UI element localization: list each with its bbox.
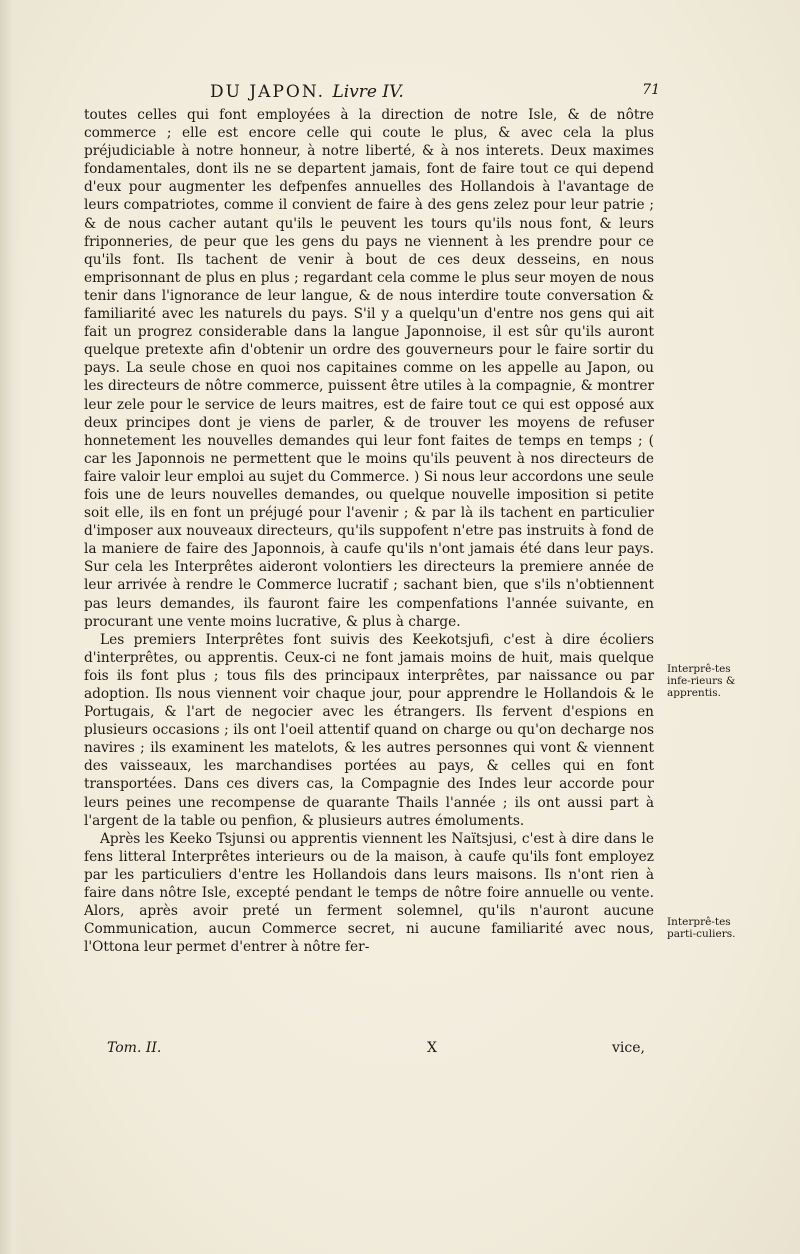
volume-signature: Tom. II. — [107, 1040, 162, 1056]
paragraph-1: toutes celles qui font employées à la direction de notre Isle, & de nôtre commerce ; elle est encore celle qui coute le plus, & avec cela la plus préjudiciable à notre honneur, à notre liberté, & à nos interets. Deux maximes fondamentales, dont ils ne se departent jamais, font de faire tout ce qui depend d'eux pour augmenter les defpenfes annuelles des Hollandois à l'avantage de leurs compatriotes, comme il convient de faire à des gens zelez pour leur patrie ; & de nous cacher autant qu'ils le peuvent les tours qu'ils nous font, & leurs friponneries, de peur que les gens du pays ne viennent à les prendre pour ce qu'ils font. Ils tachent de venir à bout de ces deux desseins, en nous emprisonnant de plus en plus ; regardant cela comme le plus seur moyen de nous tenir dans l'ignorance de leur langue, & de nous interdire toute conversation & familiarité avec les naturels du pays. S'il y a quelqu'un d'entre nos gens qui ait fait un progrez considerable dans la langue Japonnoise, il est sûr qu'ils auront quelque pretexte afin d'obtenir un ordre des gouverneurs pour le faire sortir du pays. La seule chose en quoi nos capitaines comme on les appelle au Japon, ou les directeurs de nôtre commerce, puissent être utiles à la compagnie, & montrer leur zele pour le service de leurs maitres, est de faire tout ce qui est opposé aux deux principes dont je viens de parler, & de trouver les moyens de refuser honnetement les nouvelles demandes qui leur font faites de temps en temps ; ( car les Japonnois ne permettent que le moins qu'ils peuvent à nos directeurs de faire valoir leur emploi au sujet du Commerce. ) Si nous leur accordons une seule fois une de leurs nouvelles demandes, ou quelque nouvelle imposition si petite soit elle, ils en font un préjugé pour l'avenir ; & par là ils tachent en particulier d'imposer aux nouveaux directeurs, qu'ils suppofent n'etre pas instruits à fond de la maniere de faire des Japonnois, à caufe qu'ils n'ont jamais été dans leur pays. Sur cela les Interprêtes aideront volontiers les directeurs la premiere année de leur arrivée à rendre le Commerce lucratif ; sachant bien, que s'ils n'obtiennent pas leurs demandes, ils fauront faire les compenfations l'année suivante, en procurant une vente moins lucrative, & plus à charge. — [84, 107, 654, 630]
paragraph-2: Les premiers Interprêtes font suivis des Keekotsjufi, c'est à dire écoliers d'interprêtes, ou apprentis. Ceux-ci ne font jamais moins de huit, mais quelque fois ils font plus ; tous fils des principaux interprêtes, par naissance ou par adoption. Ils nous viennent voir chaque jour, pour apprendre le Hollandois & le Portugais, & l'art de negocier avec les étrangers. Ils fervent d'espions en plusieurs occasions ; ils ont l'oeil attentif quand on charge ou qu'on decharge nos navires ; ils examinent les matelots, & les autres personnes qui vont & viennent des vaisseaux, les marchandises portées au pays, & celles qui en font transportées. Dans ces divers cas, la Compagnie des Indes leur accorde pour leurs peines une recompense de quarante Thails l'année ; ils ont aussi part à l'argent de la table ou penfion, & plusieurs autres émoluments. — [84, 631, 654, 829]
running-head-book: Livre IV. — [332, 82, 404, 102]
paragraph-3: Après les Keeko Tsjunsi ou apprentis viennent les Naïtsjusi, c'est à dire dans le fens litteral Interprêtes interieurs ou de la maison, à caufe qu'ils font employez par les particuliers d'entre les Hollandois dans leurs maisons. Ils n'ont rien à faire dans nôtre Isle, excepté pendant le temps de nôtre foire annuelle ou vente. Alors, après avoir preté un ferment solemnel, qu'ils n'auront aucune Communication, aucun Commerce secret, ni aucune familiarité avec nous, l'Ottona leur permet d'entrer à nôtre fer- — [84, 830, 654, 956]
page-number: 71 — [642, 82, 660, 98]
sidenote-private-interpreters: Interprê-tes parti-culiers. — [667, 916, 736, 940]
running-head — [210, 82, 660, 106]
page-gutter-shadow — [0, 0, 22, 1254]
running-head-name: DU JAPON. — [210, 82, 326, 102]
signature-mark: X — [427, 1040, 437, 1056]
body-text — [84, 106, 654, 956]
catchword: vice, — [612, 1040, 645, 1056]
running-head-title — [210, 82, 404, 102]
sidenote-apprentices: Interprê-tes infe-rieurs & apprentis. — [667, 663, 736, 699]
